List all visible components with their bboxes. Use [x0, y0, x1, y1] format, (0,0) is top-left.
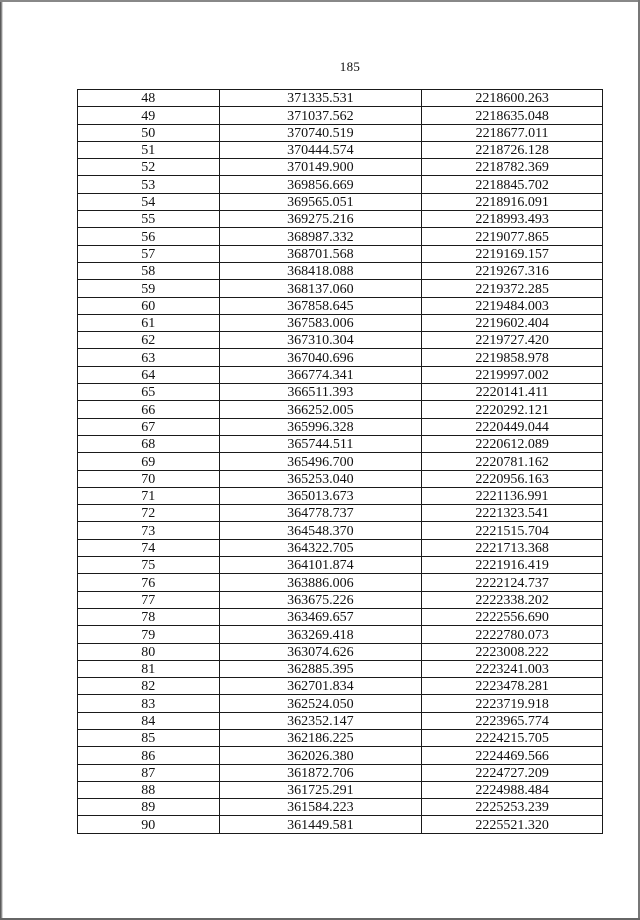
- table-row: [78, 228, 603, 245]
- y-coordinate-cell: 2225521.320: [422, 816, 603, 833]
- y-coordinate-cell: 2220781.162: [422, 453, 603, 470]
- y-coordinate-cell: 2218782.369: [422, 159, 603, 176]
- x-coordinate-cell: 365496.700: [219, 453, 422, 470]
- x-coordinate-cell: 364548.370: [219, 522, 422, 539]
- table-row: [78, 332, 603, 349]
- point-number-cell: 87: [78, 764, 220, 781]
- page-edge-left: [0, 0, 3, 920]
- y-coordinate-cell: 2224469.566: [422, 747, 603, 764]
- coordinate-table-body: [78, 90, 603, 834]
- x-coordinate-cell: 361725.291: [219, 781, 422, 798]
- x-coordinate-cell: 366774.341: [219, 366, 422, 383]
- table-row: [78, 522, 603, 539]
- table-row: [78, 574, 603, 591]
- y-coordinate-cell: 2219727.420: [422, 332, 603, 349]
- x-coordinate-cell: 361449.581: [219, 816, 422, 833]
- y-coordinate-cell: 2221916.419: [422, 557, 603, 574]
- table-row: [78, 678, 603, 695]
- point-number-cell: 59: [78, 280, 220, 297]
- y-coordinate-cell: 2223965.774: [422, 712, 603, 729]
- point-number-cell: 70: [78, 470, 220, 487]
- coordinate-table: [77, 89, 603, 834]
- x-coordinate-cell: 371037.562: [219, 107, 422, 124]
- y-coordinate-cell: 2219997.002: [422, 366, 603, 383]
- y-coordinate-cell: 2218845.702: [422, 176, 603, 193]
- page-number: 185: [339, 59, 361, 74]
- point-number-cell: 54: [78, 193, 220, 210]
- point-number-cell: 69: [78, 453, 220, 470]
- y-coordinate-cell: 2219484.003: [422, 297, 603, 314]
- x-coordinate-cell: 365013.673: [219, 487, 422, 504]
- x-coordinate-cell: 369856.669: [219, 176, 422, 193]
- table-row: [78, 176, 603, 193]
- table-row: [78, 729, 603, 746]
- x-coordinate-cell: 371335.531: [219, 90, 422, 107]
- point-number-cell: 85: [78, 729, 220, 746]
- point-number-cell: 77: [78, 591, 220, 608]
- x-coordinate-cell: 367040.696: [219, 349, 422, 366]
- x-coordinate-cell: 363269.418: [219, 626, 422, 643]
- table-row: [78, 764, 603, 781]
- table-row: [78, 747, 603, 764]
- point-number-cell: 58: [78, 262, 220, 279]
- x-coordinate-cell: 361584.223: [219, 799, 422, 816]
- x-coordinate-cell: 362524.050: [219, 695, 422, 712]
- y-coordinate-cell: 2223719.918: [422, 695, 603, 712]
- x-coordinate-cell: 368987.332: [219, 228, 422, 245]
- x-coordinate-cell: 362885.395: [219, 660, 422, 677]
- table-row: [78, 435, 603, 452]
- point-number-cell: 73: [78, 522, 220, 539]
- point-number-cell: 78: [78, 608, 220, 625]
- point-number-cell: 53: [78, 176, 220, 193]
- point-number-cell: 66: [78, 401, 220, 418]
- x-coordinate-cell: 365744.511: [219, 435, 422, 452]
- y-coordinate-cell: 2220292.121: [422, 401, 603, 418]
- point-number-cell: 48: [78, 90, 220, 107]
- point-number-cell: 49: [78, 107, 220, 124]
- x-coordinate-cell: 366252.005: [219, 401, 422, 418]
- table-row: [78, 557, 603, 574]
- y-coordinate-cell: 2218916.091: [422, 193, 603, 210]
- y-coordinate-cell: 2218726.128: [422, 141, 603, 158]
- table-row: [78, 695, 603, 712]
- y-coordinate-cell: 2221323.541: [422, 505, 603, 522]
- table-row: [78, 211, 603, 228]
- table-row: [78, 505, 603, 522]
- table-row: [78, 384, 603, 401]
- table-row: [78, 487, 603, 504]
- table-row: [78, 193, 603, 210]
- point-number-cell: 79: [78, 626, 220, 643]
- y-coordinate-cell: 2220956.163: [422, 470, 603, 487]
- x-coordinate-cell: 369275.216: [219, 211, 422, 228]
- x-coordinate-cell: 370149.900: [219, 159, 422, 176]
- table-row: [78, 141, 603, 158]
- point-number-cell: 55: [78, 211, 220, 228]
- x-coordinate-cell: 361872.706: [219, 764, 422, 781]
- x-coordinate-cell: 368701.568: [219, 245, 422, 262]
- point-number-cell: 76: [78, 574, 220, 591]
- table-row: [78, 262, 603, 279]
- x-coordinate-cell: 369565.051: [219, 193, 422, 210]
- y-coordinate-cell: 2218993.493: [422, 211, 603, 228]
- y-coordinate-cell: 2221713.368: [422, 539, 603, 556]
- y-coordinate-cell: 2219602.404: [422, 314, 603, 331]
- table-row: [78, 297, 603, 314]
- table-row: [78, 107, 603, 124]
- y-coordinate-cell: 2220612.089: [422, 435, 603, 452]
- x-coordinate-cell: 363469.657: [219, 608, 422, 625]
- y-coordinate-cell: 2221515.704: [422, 522, 603, 539]
- y-coordinate-cell: 2224988.484: [422, 781, 603, 798]
- point-number-cell: 65: [78, 384, 220, 401]
- y-coordinate-cell: 2219077.865: [422, 228, 603, 245]
- point-number-cell: 63: [78, 349, 220, 366]
- table-row: [78, 453, 603, 470]
- table-row: [78, 712, 603, 729]
- x-coordinate-cell: 364322.705: [219, 539, 422, 556]
- point-number-cell: 57: [78, 245, 220, 262]
- y-coordinate-cell: 2222780.073: [422, 626, 603, 643]
- table-row: [78, 366, 603, 383]
- page-edge-top: [0, 0, 640, 2]
- y-coordinate-cell: 2219267.316: [422, 262, 603, 279]
- point-number-cell: 82: [78, 678, 220, 695]
- table-row: [78, 539, 603, 556]
- table-row: [78, 90, 603, 107]
- table-row: [78, 401, 603, 418]
- point-number-cell: 64: [78, 366, 220, 383]
- point-number-cell: 86: [78, 747, 220, 764]
- x-coordinate-cell: 362186.225: [219, 729, 422, 746]
- x-coordinate-cell: 368137.060: [219, 280, 422, 297]
- table-row: [78, 799, 603, 816]
- table-row: [78, 626, 603, 643]
- y-coordinate-cell: 2225253.239: [422, 799, 603, 816]
- y-coordinate-cell: 2219858.978: [422, 349, 603, 366]
- table-row: [78, 314, 603, 331]
- x-coordinate-cell: 362701.834: [219, 678, 422, 695]
- point-number-cell: 83: [78, 695, 220, 712]
- y-coordinate-cell: 2219372.285: [422, 280, 603, 297]
- table-row: [78, 280, 603, 297]
- x-coordinate-cell: 362026.380: [219, 747, 422, 764]
- y-coordinate-cell: 2224727.209: [422, 764, 603, 781]
- x-coordinate-cell: 364778.737: [219, 505, 422, 522]
- x-coordinate-cell: 363074.626: [219, 643, 422, 660]
- y-coordinate-cell: 2222338.202: [422, 591, 603, 608]
- point-number-cell: 84: [78, 712, 220, 729]
- point-number-cell: 68: [78, 435, 220, 452]
- y-coordinate-cell: 2223478.281: [422, 678, 603, 695]
- x-coordinate-cell: 363886.006: [219, 574, 422, 591]
- point-number-cell: 61: [78, 314, 220, 331]
- x-coordinate-cell: 364101.874: [219, 557, 422, 574]
- point-number-cell: 67: [78, 418, 220, 435]
- y-coordinate-cell: 2219169.157: [422, 245, 603, 262]
- table-row: [78, 781, 603, 798]
- table-row: [78, 608, 603, 625]
- y-coordinate-cell: 2223241.003: [422, 660, 603, 677]
- point-number-cell: 72: [78, 505, 220, 522]
- point-number-cell: 75: [78, 557, 220, 574]
- point-number-cell: 51: [78, 141, 220, 158]
- x-coordinate-cell: 367583.006: [219, 314, 422, 331]
- x-coordinate-cell: 367310.304: [219, 332, 422, 349]
- x-coordinate-cell: 362352.147: [219, 712, 422, 729]
- point-number-cell: 52: [78, 159, 220, 176]
- table-row: [78, 159, 603, 176]
- point-number-cell: 81: [78, 660, 220, 677]
- table-row: [78, 349, 603, 366]
- x-coordinate-cell: 365996.328: [219, 418, 422, 435]
- table-row: [78, 418, 603, 435]
- y-coordinate-cell: 2222124.737: [422, 574, 603, 591]
- y-coordinate-cell: 2218677.011: [422, 124, 603, 141]
- y-coordinate-cell: 2218635.048: [422, 107, 603, 124]
- y-coordinate-cell: 2221136.991: [422, 487, 603, 504]
- table-row: [78, 124, 603, 141]
- table-row: [78, 591, 603, 608]
- point-number-cell: 90: [78, 816, 220, 833]
- point-number-cell: 56: [78, 228, 220, 245]
- y-coordinate-cell: 2220449.044: [422, 418, 603, 435]
- point-number-cell: 50: [78, 124, 220, 141]
- point-number-cell: 80: [78, 643, 220, 660]
- y-coordinate-cell: 2222556.690: [422, 608, 603, 625]
- x-coordinate-cell: 363675.226: [219, 591, 422, 608]
- y-coordinate-cell: 2224215.705: [422, 729, 603, 746]
- y-coordinate-cell: 2218600.263: [422, 90, 603, 107]
- x-coordinate-cell: 366511.393: [219, 384, 422, 401]
- point-number-cell: 60: [78, 297, 220, 314]
- y-coordinate-cell: 2223008.222: [422, 643, 603, 660]
- table-row: [78, 660, 603, 677]
- x-coordinate-cell: 365253.040: [219, 470, 422, 487]
- x-coordinate-cell: 367858.645: [219, 297, 422, 314]
- table-row: [78, 816, 603, 833]
- x-coordinate-cell: 368418.088: [219, 262, 422, 279]
- table-row: [78, 245, 603, 262]
- x-coordinate-cell: 370444.574: [219, 141, 422, 158]
- point-number-cell: 74: [78, 539, 220, 556]
- table-row: [78, 643, 603, 660]
- point-number-cell: 89: [78, 799, 220, 816]
- table-row: [78, 470, 603, 487]
- point-number-cell: 62: [78, 332, 220, 349]
- y-coordinate-cell: 2220141.411: [422, 384, 603, 401]
- point-number-cell: 88: [78, 781, 220, 798]
- x-coordinate-cell: 370740.519: [219, 124, 422, 141]
- point-number-cell: 71: [78, 487, 220, 504]
